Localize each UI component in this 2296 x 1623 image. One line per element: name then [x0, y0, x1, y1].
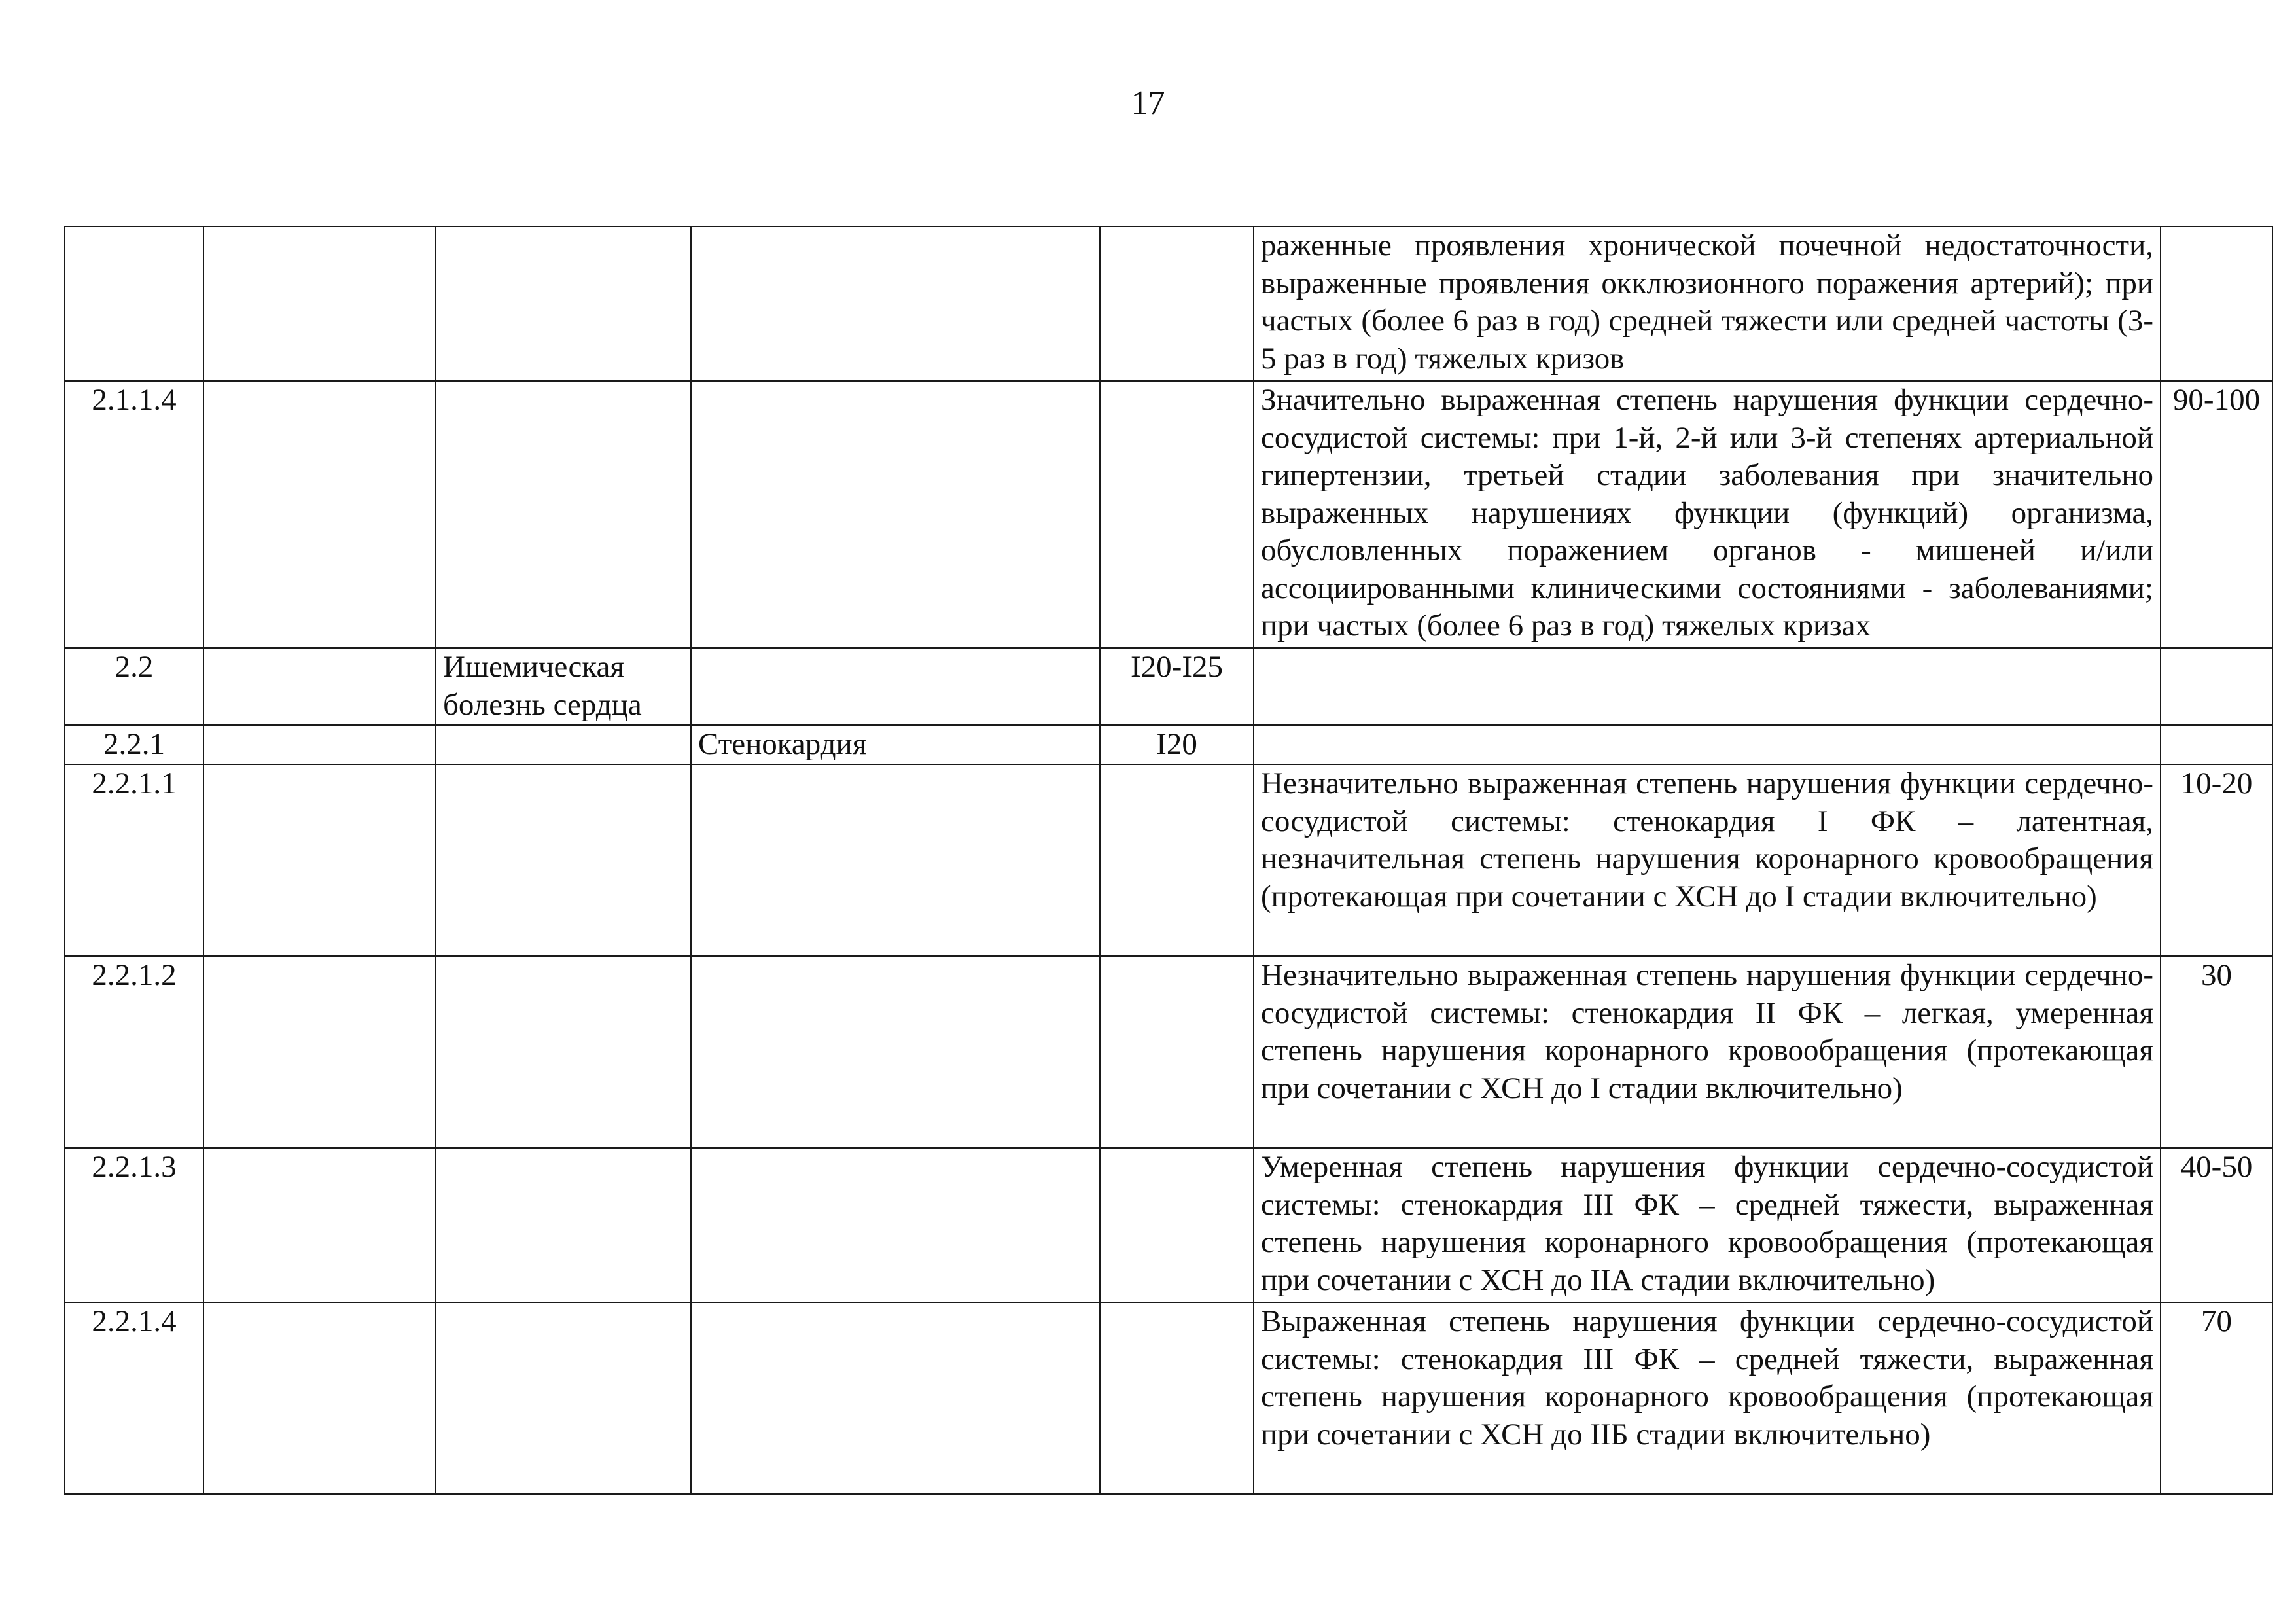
percent-cell: 40-50	[2161, 1148, 2272, 1302]
page-number: 17	[1131, 84, 1165, 122]
table-row	[65, 648, 2272, 725]
row-number-cell: 2.2.1.3	[65, 1148, 203, 1302]
row-number-cell: 2.2	[65, 648, 203, 725]
disease-subname-cell	[691, 381, 1100, 648]
disease-name-cell	[436, 226, 691, 381]
table-row	[65, 1148, 2272, 1302]
table-row	[65, 764, 2272, 956]
disease-subname-cell	[691, 1148, 1100, 1302]
disease-subname-cell	[691, 648, 1100, 725]
disability-criteria-table	[64, 226, 2273, 1495]
table-row	[65, 1302, 2272, 1494]
row-number-cell: 2.2.1.2	[65, 956, 203, 1148]
row-number-cell: 2.2.1.1	[65, 764, 203, 956]
disease-name-cell: Ишемическая болезнь сердца	[436, 648, 691, 725]
description-cell	[1254, 648, 2161, 725]
disease-name-cell	[436, 764, 691, 956]
icd-code-cell	[1100, 1148, 1254, 1302]
group-cell	[203, 381, 436, 648]
group-cell	[203, 1148, 436, 1302]
description-cell: раженные проявления хронической почечной недостаточности, выраженные проявления окклюзионного поражения артерий); при частых (более 6 раз в год) средней тяжести или средней частоты (3-5 раз в год) тяжелых кризов	[1254, 226, 2161, 381]
percent-cell: 30	[2161, 956, 2272, 1148]
table-row	[65, 956, 2272, 1148]
disease-name-cell	[436, 725, 691, 764]
group-cell	[203, 1302, 436, 1494]
description-cell: Умеренная степень нарушения функции сердечно-сосудистой системы: стенокардия III ФК – средней тяжести, выраженная степень нарушения коронарного кровообращения (протекающая при сочетании с ХСН до IIА стадии включительно)	[1254, 1148, 2161, 1302]
description-cell	[1254, 725, 2161, 764]
disease-subname-cell: Стенокардия	[691, 725, 1100, 764]
description-cell: Незначительно выраженная степень нарушения функции сердечно-сосудистой системы: стенокардия II ФК – легкая, умеренная степень нарушения коронарного кровообращения (протекающая при сочетании с ХСН до I стадии включительно)	[1254, 956, 2161, 1148]
disease-subname-cell	[691, 764, 1100, 956]
disease-name-cell	[436, 1302, 691, 1494]
row-number-cell: 2.2.1	[65, 725, 203, 764]
group-cell	[203, 648, 436, 725]
percent-cell	[2161, 226, 2272, 381]
icd-code-cell	[1100, 1302, 1254, 1494]
group-cell	[203, 725, 436, 764]
group-cell	[203, 764, 436, 956]
row-number-cell	[65, 226, 203, 381]
percent-cell	[2161, 648, 2272, 725]
icd-code-cell	[1100, 764, 1254, 956]
table-row	[65, 381, 2272, 648]
table-row	[65, 226, 2272, 381]
percent-cell: 70	[2161, 1302, 2272, 1494]
disease-name-cell	[436, 1148, 691, 1302]
icd-code-cell	[1100, 956, 1254, 1148]
disease-subname-cell	[691, 226, 1100, 381]
percent-cell	[2161, 725, 2272, 764]
table-row	[65, 725, 2272, 764]
description-cell: Выраженная степень нарушения функции сердечно-сосудистой системы: стенокардия III ФК – средней тяжести, выраженная степень нарушения коронарного кровообращения (протекающая при сочетании с ХСН до IIБ стадии включительно)	[1254, 1302, 2161, 1494]
icd-code-cell: I20	[1100, 725, 1254, 764]
group-cell	[203, 956, 436, 1148]
percent-cell: 90-100	[2161, 381, 2272, 648]
disease-subname-cell	[691, 956, 1100, 1148]
disease-subname-cell	[691, 1302, 1100, 1494]
row-number-cell: 2.2.1.4	[65, 1302, 203, 1494]
group-cell	[203, 226, 436, 381]
description-cell: Значительно выраженная степень нарушения функции сердечно-сосудистой системы: при 1-й, 2-й или 3-й степенях артериальной гипертензии, третьей стадии заболевания при значительно выраженных нарушениях функции (функций) организма, обусловленных поражением органов - мишеней и/или ассоциированными клиническими состояниями - заболеваниями; при частых (более 6 раз в год) тяжелых кризах	[1254, 381, 2161, 648]
disease-name-cell	[436, 381, 691, 648]
icd-code-cell: I20-I25	[1100, 648, 1254, 725]
row-number-cell: 2.1.1.4	[65, 381, 203, 648]
icd-code-cell	[1100, 226, 1254, 381]
percent-cell: 10-20	[2161, 764, 2272, 956]
disease-name-cell	[436, 956, 691, 1148]
description-cell: Незначительно выраженная степень нарушения функции сердечно-сосудистой системы: стенокардия I ФК – латентная, незначительная степень нарушения коронарного кровообращения (протекающая при сочетании с ХСН до I стадии включительно)	[1254, 764, 2161, 956]
icd-code-cell	[1100, 381, 1254, 648]
